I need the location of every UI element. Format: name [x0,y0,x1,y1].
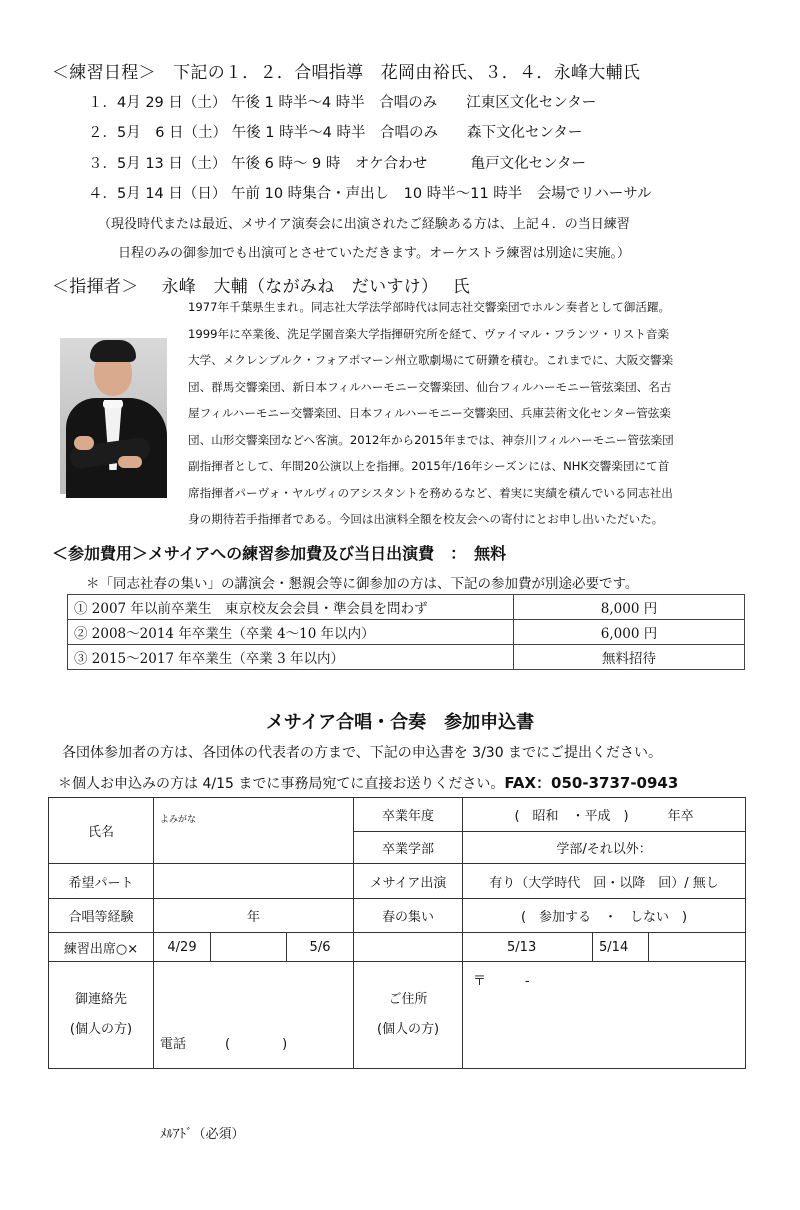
application-form [48,797,746,1142]
schedule-item-3: ３．5月 13 日（土） 午後 6 時～ 9 時 オケ合わせ 亀戸文化センター [88,156,587,172]
attendance-date: 5/14 [593,933,649,962]
fee-table [67,594,745,670]
fee-amount: 6,000 円 [514,620,745,645]
grad-year-field[interactable]: ( 昭和 ・平成 ) 年卒 [463,798,746,832]
application-line-2 [58,772,678,793]
schedule-item-4: ４．5月 14 日（日） 午前 10 時集合・声出し 10 時半～11 時半 会場でリハーサル [88,186,652,202]
application-title: メサイア合唱・合奏 参加申込書 [265,712,535,733]
yomigana-label: よみがな [160,815,197,825]
email-line: ﾒﾙｱﾄﾞ（必須） [160,1127,245,1142]
fees-heading: ＜参加費用＞メサイアへの練習参加費及び当日出演費 ： 無料 [52,544,507,563]
fee-amount: 無料招待 [514,645,745,670]
bio-line: 副指揮者として、年間20公演以上を指揮。2015年/16年シーズンには、NHK交響楽団にて首 [188,459,670,473]
bio-line: 席指揮者パーヴォ・ヤルヴィのアシスタントを務めるなど、着実に実績を積んでいる同志社出 [188,485,673,500]
schedule-note-line-1: （現役時代または最近、メサイア演奏会に出演されたご経験ある方は、上記４．の当日練習 [98,217,630,232]
postal-code-line: 〒 - [473,974,530,989]
phone-line: 電話 ( ) [160,1037,288,1052]
conductor-heading: ＜指揮者＞ 永峰 大輔（ながみね だいすけ） 氏 [52,277,471,297]
contact-field[interactable] [154,962,354,1142]
messiah-field[interactable]: 有り（大学時代 回・以降 回）/ 無し [463,864,746,899]
experience-field[interactable]: 年 [154,899,354,933]
fee-label: ③ 2015～2017 年卒業生（卒業 3 年以内） [68,645,514,670]
contact-label: 御連絡先 (個人の方) [49,962,154,1069]
bio-line: 1999年に卒業後、洗足学園音楽大学指揮研究所を経て、ヴァイマル・フランツ・リスト音楽 [188,326,670,341]
schedule-item-2: ２．5月 6 日（土） 午後 1 時半～4 時半 合唱のみ 森下文化センター [88,125,583,141]
attendance-date: 4/29 [154,933,211,962]
conductor-bio [188,294,763,533]
fee-label: ① 2007 年以前卒業生 東京校友会会員・準会員を問わず [68,595,514,620]
attendance-label: 練習出席○× [49,933,154,962]
attendance-date: 5/6 [287,933,354,962]
table-row [68,645,745,670]
spring-field[interactable]: ( 参加する ・ しない ) [463,899,746,933]
bio-line: 1977年千葉県生まれ。同志社大学法学部時代は同志社交響楽団でホルン奏者として御活躍。 [188,300,671,314]
bio-line: 大学、メクレンブルク・フォアポマーン州立歌劇場にて研鑽を積む。これまでに、大阪交響楽 [188,353,674,367]
table-row [68,595,745,620]
name-label: 氏名 [49,798,154,864]
fax-number: FAX：050-3737-0943 [504,774,679,792]
faculty-field[interactable]: 学部/それ以外： [463,832,746,864]
address-field[interactable] [463,962,746,1069]
application-line-1: 各団体参加者の方は、各団体の代表者の方まで、下記の申込書を 3/30 までにご提出ください。 [62,745,663,761]
attendance-mark-field[interactable] [211,933,287,962]
fee-label: ② 2008～2014 年卒業生（卒業 4～10 年以内） [68,620,514,645]
address-label: ご住所 (個人の方) [354,962,463,1069]
name-field[interactable] [154,798,354,864]
schedule-item-1: １．4月 29 日（土） 午後 1 時半～4 時半 合唱のみ 江東区文化センター [88,95,597,111]
attendance-mark-field[interactable] [354,933,463,962]
experience-label: 合唱等経験 [49,899,154,933]
application-line-2-text: ＊個人お申込みの方は 4/15 までに事務局宛てに直接お送りください。 [58,776,505,792]
conductor-photo [60,338,167,494]
part-label: 希望パート [49,864,154,899]
spring-label: 春の集い [354,899,463,933]
faculty-label: 卒業学部 [354,832,463,864]
attendance-mark-field[interactable] [649,933,746,962]
bio-line: 身の期待若手指揮者である。今回は出演料全額を校友会への寄付にとお申し出いただいた。 [188,512,664,526]
bio-line: 団、群馬交響楽団、新日本フィルハーモニー交響楽団、仙台フィルハーモニー管弦楽団、名古 [188,379,672,394]
grad-year-label: 卒業年度 [354,798,463,832]
messiah-label: メサイア出演 [354,864,463,899]
fee-amount: 8,000 円 [514,595,745,620]
table-row [68,620,745,645]
attendance-date: 5/13 [463,933,593,962]
bio-line: 屋フィルハーモニー交響楽団、日本フィルハーモニー交響楽団、兵庫芸術文化センター管弦楽 [188,406,671,420]
part-field[interactable] [154,864,354,899]
schedule-heading: ＜練習日程＞ 下記の１．２．合唱指導 花岡由裕氏、３．４．永峰大輔氏 [52,63,641,83]
schedule-note-line-2: 日程のみの御参加でも出演可とさせていただきます。オーケストラ練習は別途に実施。） [118,246,630,261]
bio-line: 団、山形交響楽団などへ客演。2012年から2015年までは、神奈川フィルハーモニー管弦楽団 [188,432,674,447]
fees-note: ＊「同志社春の集い」の講演会・懇親会等に御参加の方は、下記の参加費が別途必要です。 [86,576,639,592]
